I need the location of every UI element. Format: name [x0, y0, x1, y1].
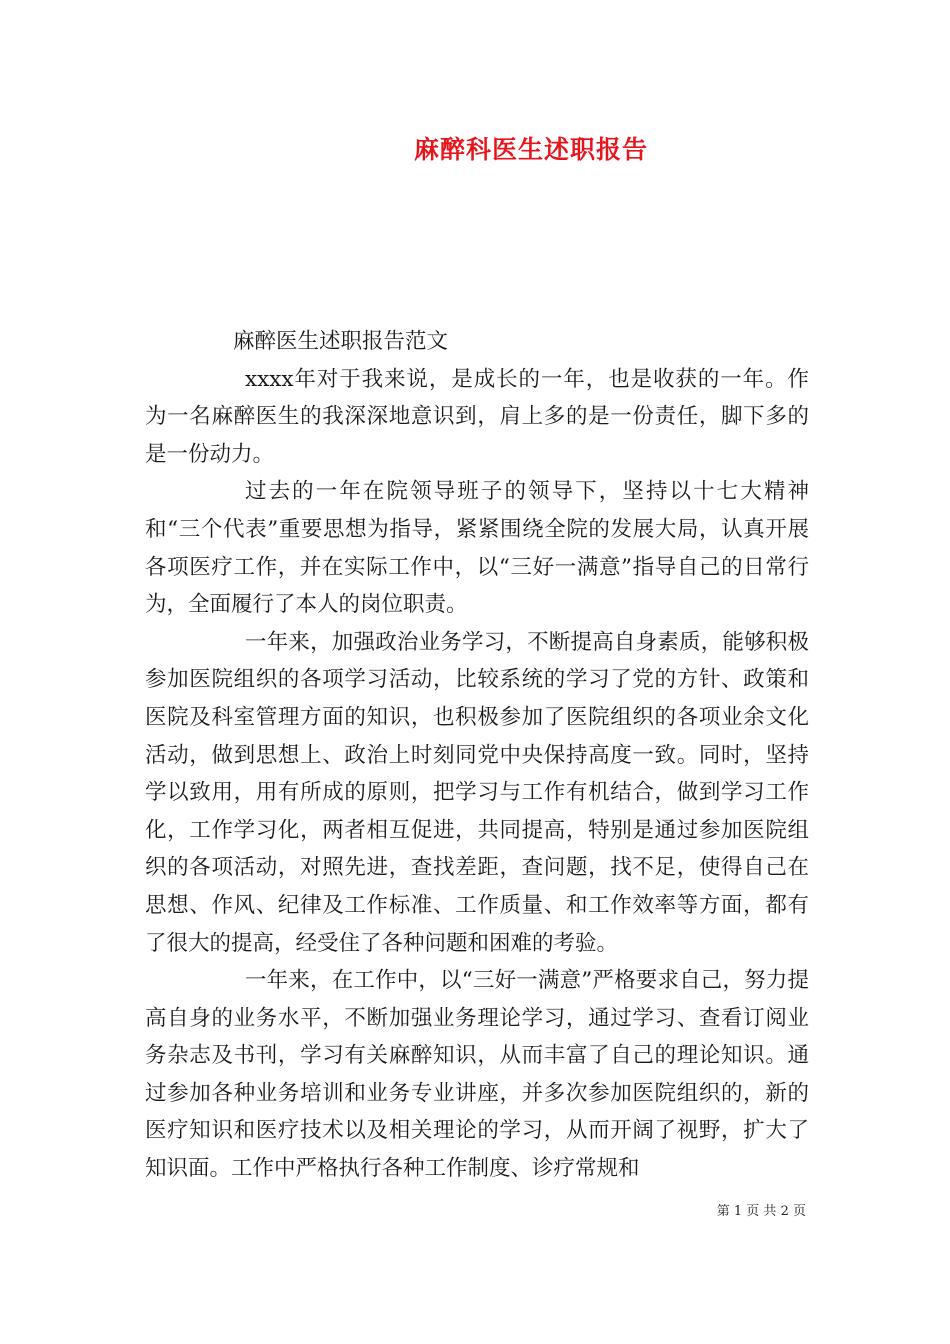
- page-label-prefix: 第: [716, 1204, 730, 1219]
- page-footer: [0, 1203, 806, 1221]
- body-paragraph: 一年来，加强政治业务学习，不断提高自身素质，能够积极参加医院组织的各项学习活动，比较系统的学习了党的方针、政策和医院及科室管理方面的知识，也积极参加了医院组织的各项业余文化活动，做到思想上、政治上时刻同党中央保持高度一致。同时，坚持学以致用，用有所成的原则，把学习与工作有机结合，做到学习工作化，工作学习化，两者相互促进，共同提高，特别是通过参加医院组织的各项活动，对照先进，查找差距，查问题，找不足，使得自己在思想、作风、纪律及工作标准、工作质量、和工作效率等方面，都有了很大的提高，经受住了各种问题和困难的考验。: [145, 629, 809, 956]
- page-total: 2: [780, 1204, 789, 1219]
- page-label-suffix: 页: [792, 1204, 806, 1219]
- page-label-mid: 页 共: [746, 1204, 777, 1219]
- document-title: 麻醉科医生述职报告: [413, 135, 648, 164]
- body-paragraph: xxxx年对于我来说，是成长的一年，也是收获的一年。作为一名麻醉医生的我深深地意识到，肩上多的是一份责任，脚下多的是一份动力。: [145, 366, 809, 467]
- body-paragraph: 过去的一年在院领导班子的领导下，坚持以十七大精神和“三个代表”重要思想为指导，紧紧围绕全院的发展大局，认真开展各项医疗工作，并在实际工作中，以“三好一满意”指导自己的日常行为，全面履行了本人的岗位职责。: [145, 479, 809, 618]
- document-subtitle: 麻醉医生述职报告范文: [233, 329, 449, 354]
- document-body: [145, 323, 809, 1188]
- page-current: 1: [733, 1204, 743, 1219]
- body-paragraph: 一年来，在工作中，以“三好一满意”严格要求自己，努力提高自身的业务水平，不断加强业务理论学习，通过学习、查看订阅业务杂志及书刊，学习有关麻醉知识，从而丰富了自己的理论知识。通过参加各种业务培训和业务专业讲座，并多次参加医院组织的，新的医疗知识和医疗技术以及相关理论的学习，从而开阔了视野，扩大了知识面。工作中严格执行各种工作制度、诊疗常规和: [145, 968, 809, 1182]
